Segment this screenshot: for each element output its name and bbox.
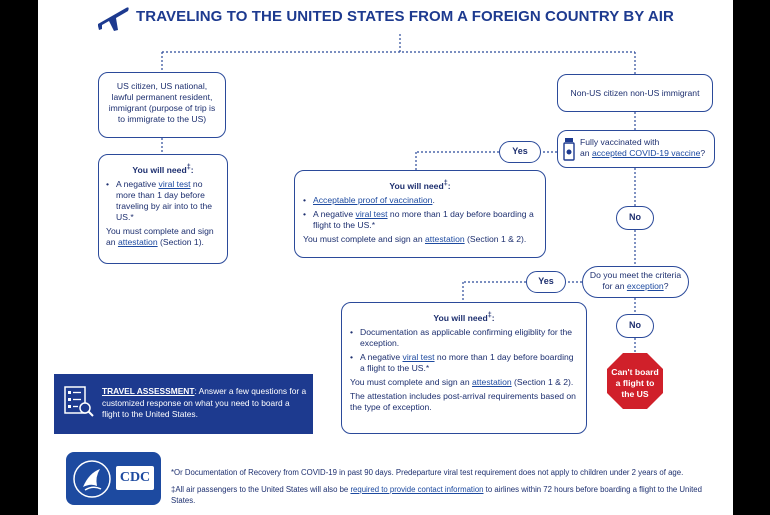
stop-sign-text: Can't board a flight to the US [611,367,659,399]
cdc-logo-icon [66,452,161,505]
list-item: • Documentation as applicable confirming eligiblity for the exception. [350,326,573,348]
vaccinated-no-pill: No [616,206,654,230]
non-citizen-box [557,74,713,112]
proof-of-vaccination-link[interactable]: Acceptable proof of vaccination [313,194,433,205]
exception-yes-pill: Yes [526,271,566,293]
you-will-need-heading: You will need‡: [433,311,495,323]
travel-assessment-banner[interactable] [54,374,313,434]
viral-test-link[interactable]: viral test [158,178,191,189]
citizen-box [98,72,226,138]
list-item: • A negative viral test no more than 1 day before traveling by air into to the US.* [106,178,213,222]
vaccinated-question-line2: an accepted COVID-19 vaccine? [580,148,706,158]
accepted-vaccine-link[interactable]: accepted COVID-19 vaccine [591,148,701,158]
contact-information-link[interactable]: required to provide contact information [350,485,484,494]
citizen-box-text: US citizen, US national, lawful permanent resident, immigrant (purpose of trip is to immigrate to the US) [108,81,216,124]
footnote-test: *Or Documentation of Recovery from COVID-19 in past 90 days. Predeparture viral test requirement does not apply to children under 2 years of age. [171,468,684,477]
vaccinated-requirements-box [294,170,546,258]
attestation-link[interactable]: attestation [424,233,465,244]
travel-assessment-link[interactable]: TRAVEL ASSESSMENT [102,386,195,396]
list-item: • Acceptable proof of vaccination. [303,194,435,205]
viral-test-link[interactable]: viral test [402,351,435,362]
exception-no-pill: No [616,314,654,338]
viral-test-link[interactable]: viral test [355,208,388,219]
exception-question-line1: Do you meet the criteria [589,270,682,280]
vaccinated-yes-pill: Yes [499,141,541,163]
vaccine-vial-icon [563,137,575,161]
attestation-link[interactable]: attestation [471,376,512,387]
footnote-contact: ‡All air passengers to the United States will also be required to provide contact information to airlines within 72 hours before boarding a flight to the United States. [171,485,702,505]
list-item: • A negative viral test no more than 1 day before boarding a flight to the US.* [303,208,534,230]
non-citizen-box-text: Non-US citizen non-US immigrant [570,88,700,98]
attestation-line: You must complete and sign an attestation (Section 1 & 2). [350,376,574,387]
travel-assessment-text: TRAVEL ASSESSMENT: Answer a few questions for a customized response on what you need to board a flight to the United States. [102,386,307,419]
attestation-link[interactable]: attestation [117,236,158,247]
exception-requirements-box [341,302,587,434]
exception-question-line2: for an exception? [602,281,669,291]
attestation-line: You must complete and sign an attestation (Section 1). [106,225,214,247]
exception-question-box [582,266,689,298]
cdc-label: CDC [116,466,154,490]
vaccinated-question-line1: Fully vaccinated with [580,137,660,147]
exception-link[interactable]: exception [626,281,664,291]
list-item: • A negative viral test no more than 1 day before boarding a flight to the US.* [350,351,574,373]
attestation-note: The attestation includes post-arrival requirements based on the type of exception. [350,390,576,412]
citizen-requirements-box [98,154,228,264]
attestation-line: You must complete and sign an attestation (Section 1 & 2). [303,233,527,244]
infographic [38,0,733,515]
airplane-icon [96,2,130,32]
vaccinated-question-box [557,130,715,168]
page-title: TRAVELING TO THE UNITED STATES FROM A FOREIGN COUNTRY BY AIR [136,8,674,25]
you-will-need-heading: You will need‡: [389,179,451,191]
you-will-need-heading: You will need‡: [132,163,194,175]
stop-sign-icon [606,352,664,410]
checklist-icon [64,386,94,418]
